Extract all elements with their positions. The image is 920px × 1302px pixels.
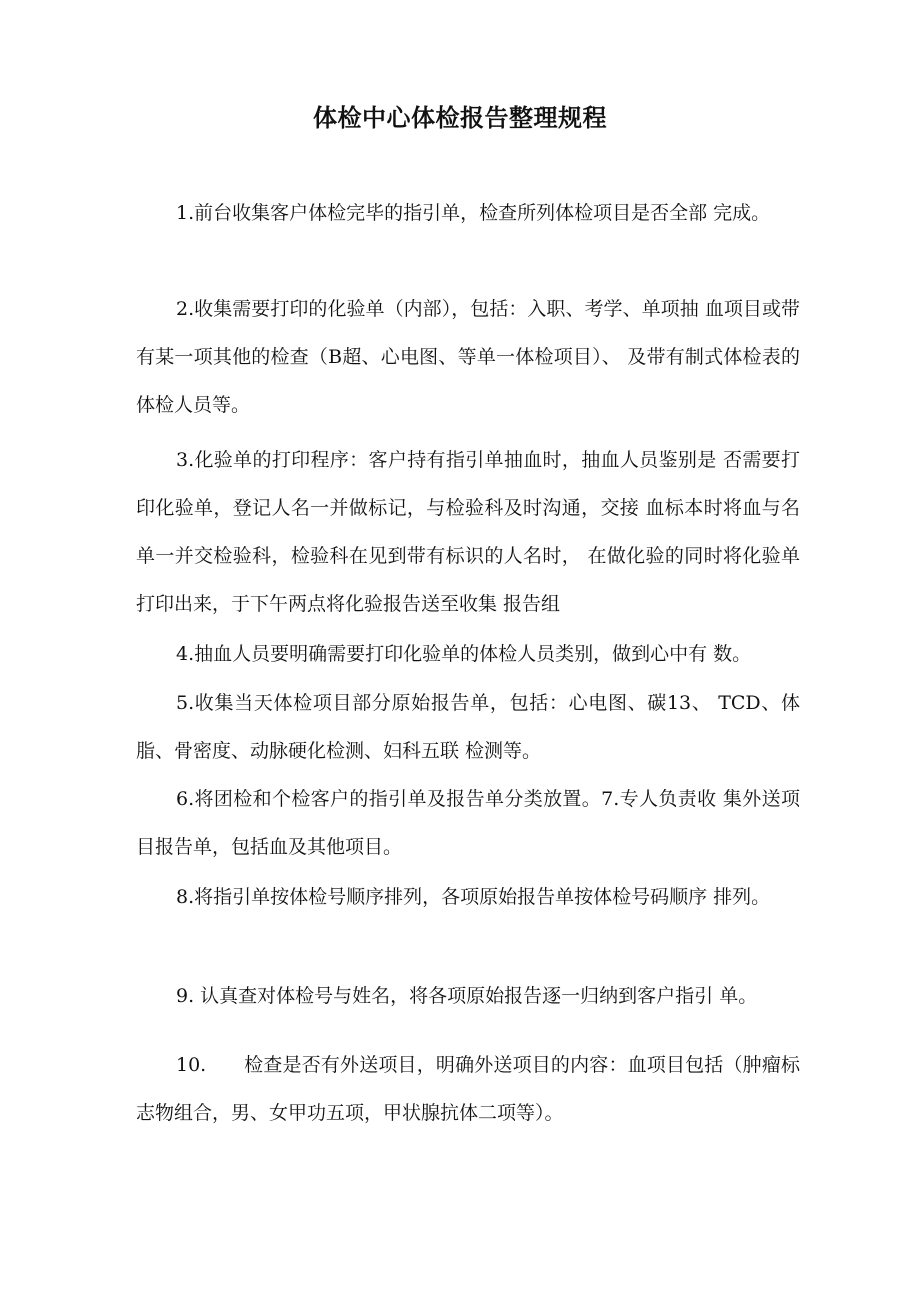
page-title: 体检中心体检报告整理规程 — [313, 104, 607, 132]
paragraph-4: 4.抽血人员要明确需要打印化验单的体检人员类别，做到心中有 数。 — [176, 643, 752, 665]
paragraph-6-7: 6.将团检和个检客户的指引单及报告单分类放置。7.专人负责收 集外送项目报告单，包括血及其他项目。 — [136, 788, 800, 858]
paragraph-3: 3.化验单的打印程序：客户持有指引单抽血时，抽血人员鉴别是 否需要打印化验单，登记人名一并做标记，与检验科及时沟通，交接 血标本时将血与名单一并交检验科，检验科在见到带有标识的人名时， 在做化验的同时将化验单打印出来，于下午两点将化验报告送至收集 报告组 — [136, 449, 800, 615]
paragraph-10 — [136, 1041, 800, 1137]
paragraph-10-text: 检查是否有外送项目，明确外送项目的内容：血项目包括（肿瘤标志物组合，男、女甲功五项，甲状腺抗体二项等）。 — [136, 1054, 800, 1124]
paragraph-9: 9. 认真查对体检号与姓名，将各项原始报告逐一归纳到客户指引 单。 — [176, 985, 758, 1007]
paragraph-10-number: 10. — [176, 1054, 207, 1076]
paragraph-2: 2.收集需要打印的化验单（内部），包括：入职、考学、单项抽 血项目或带有某一项其他的检查（B超、心电图、等单一体检项目）、 及带有制式体检表的体检人员等。 — [136, 298, 800, 416]
paragraph-8: 8.将指引单按体检号顺序排列，各项原始报告单按体检号码顺序 排列。 — [176, 886, 771, 908]
paragraph-5: 5.收集当天体检项目部分原始报告单，包括：心电图、碳13、 TCD、体脂、骨密度、动脉硬化检测、妇科五联 检测等。 — [136, 692, 800, 762]
paragraph-1: 1.前台收集客户体检完毕的指引单，检查所列体检项目是否全部 完成。 — [176, 202, 771, 224]
